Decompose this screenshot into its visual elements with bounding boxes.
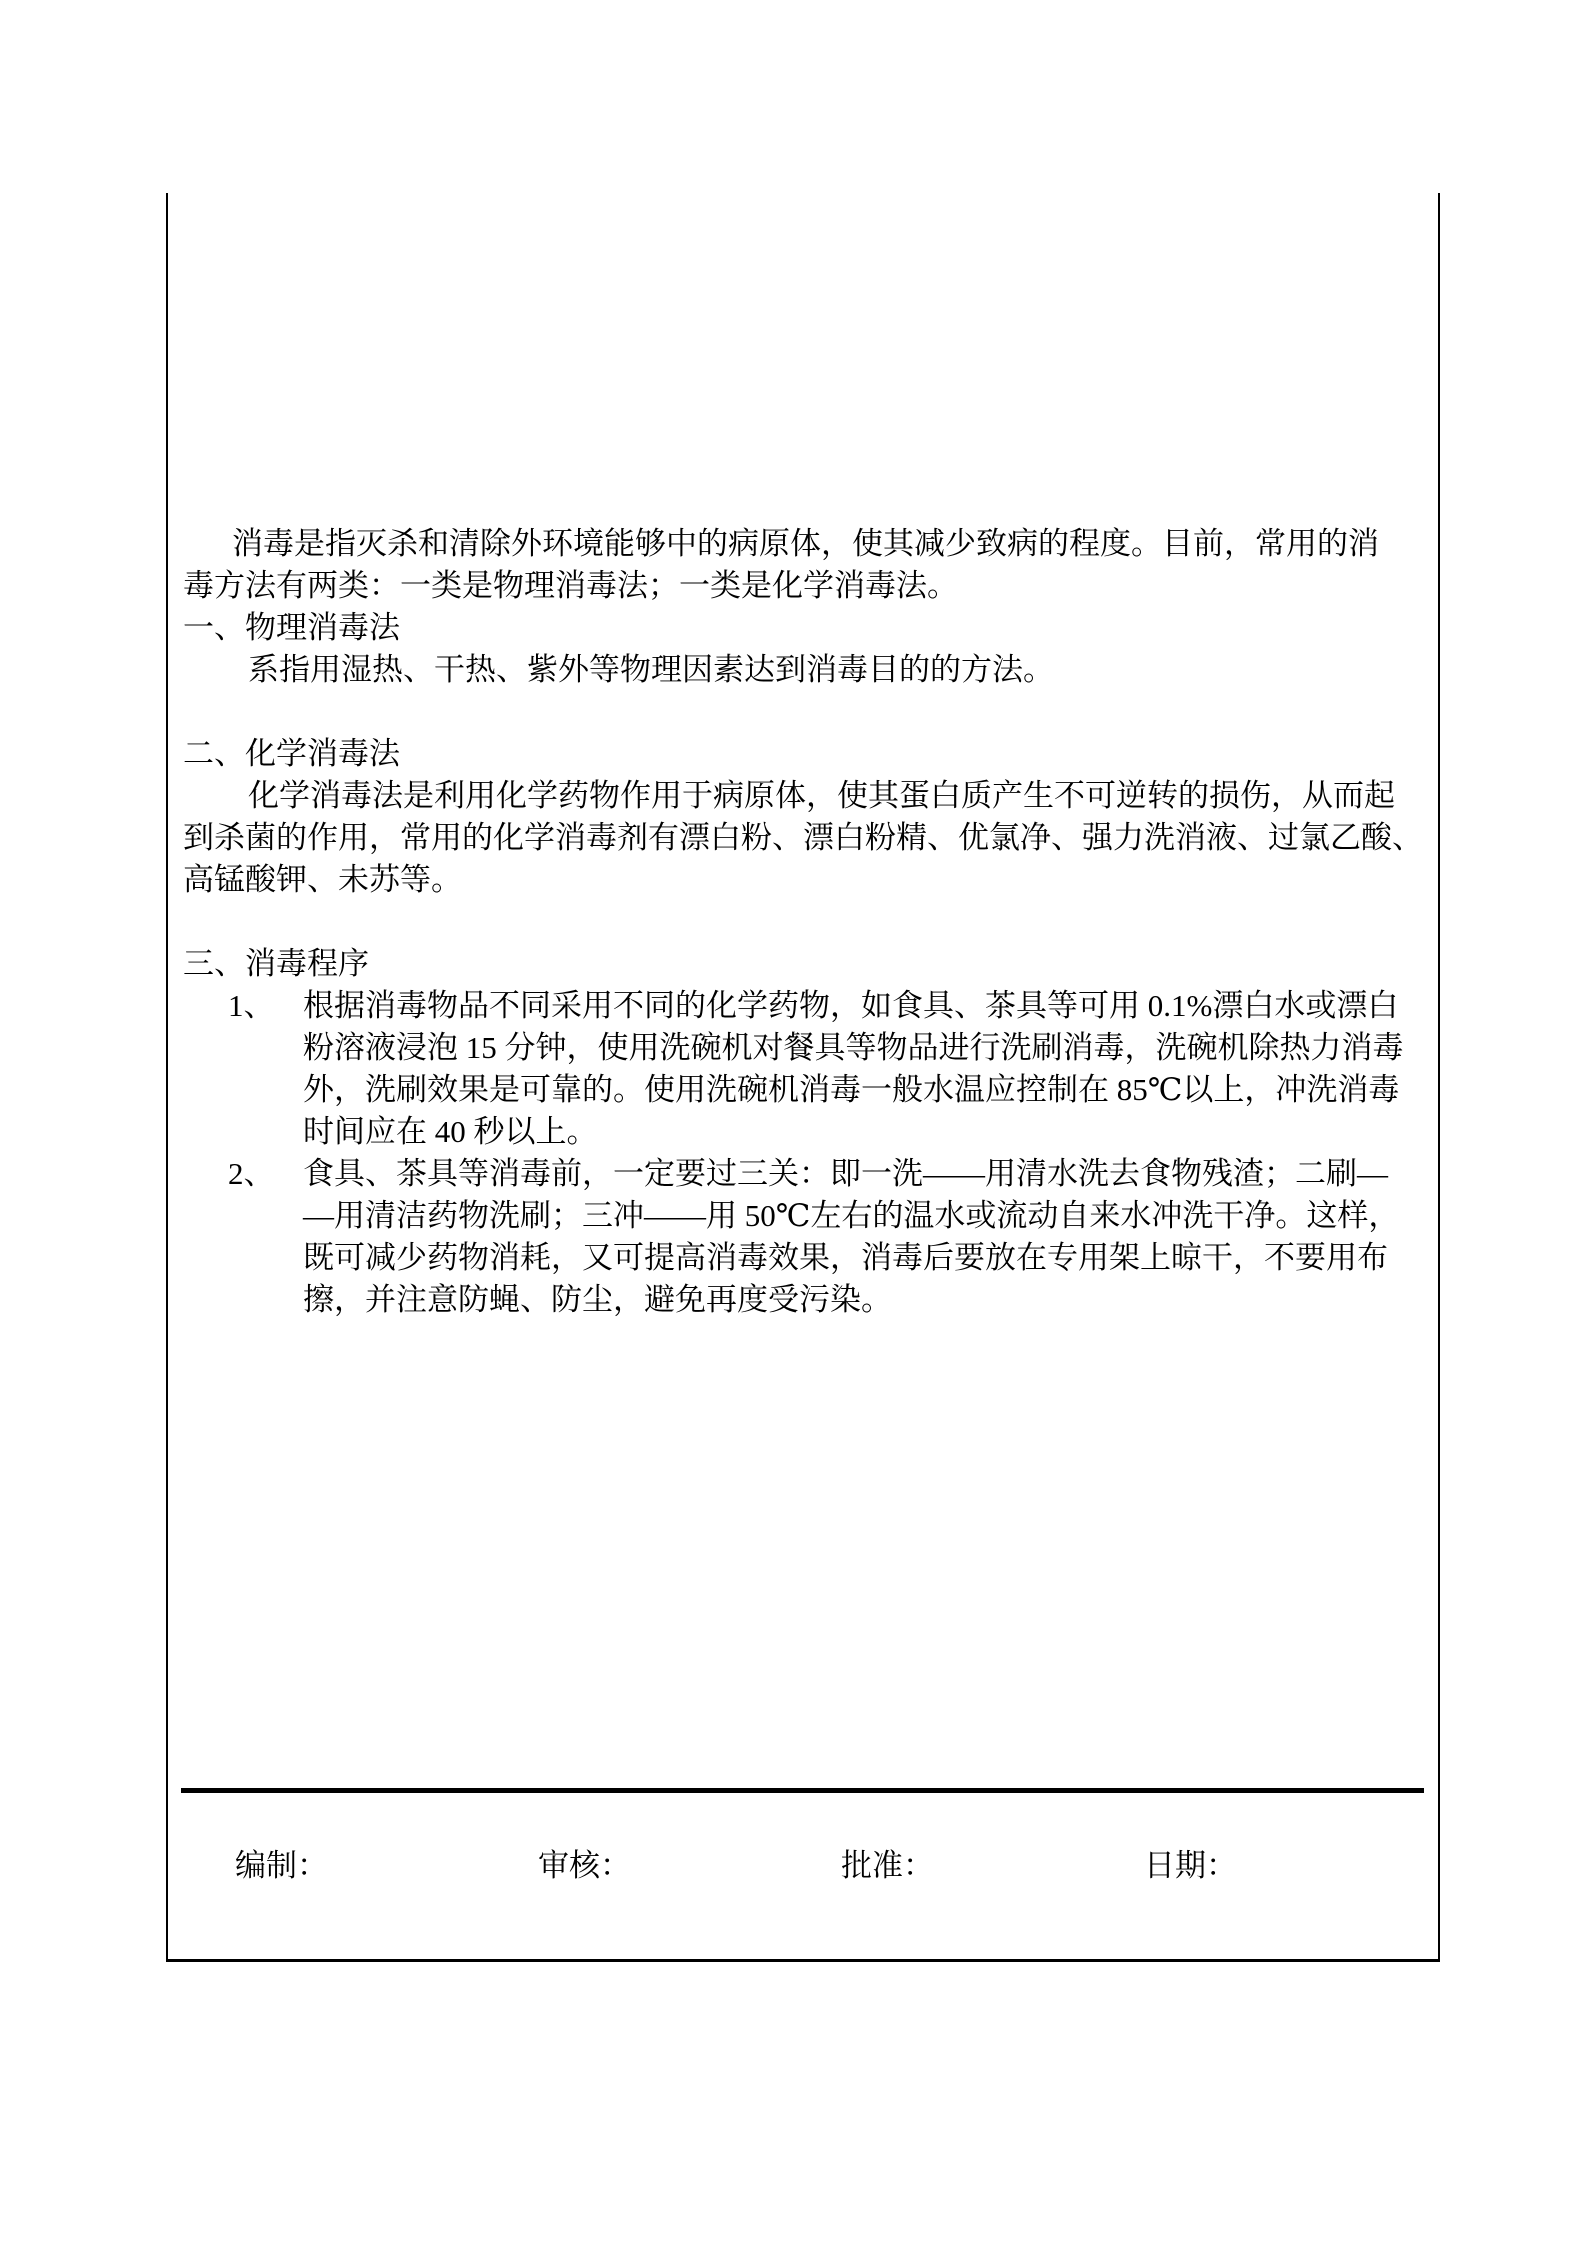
list-item-1-text: 根据消毒物品不同采用不同的化学药物，如食具、茶具等可用 0.1%漂白水或漂白 xyxy=(303,988,1399,1023)
footer-whitespace xyxy=(168,1793,1438,1845)
footer-label-prepared-by: 编制： xyxy=(235,1848,328,1883)
section1-line-1: 系指用湿热、干热、紫外等物理因素达到消毒目的的方法。 xyxy=(248,652,1054,687)
list-item-2-line-1 xyxy=(228,1153,1430,1195)
section2-line-1: 化学消毒法是利用化学药物作用于病原体，使其蛋白质产生不可逆转的损伤，从而起 xyxy=(248,778,1395,813)
list-item-2-line-4: 擦，并注意防蝇、防尘，避免再度受污染。 xyxy=(303,1282,892,1317)
intro-line-2: 毒方法有两类：一类是物理消毒法；一类是化学消毒法。 xyxy=(183,568,958,603)
list-item-2-line-2: —用清洁药物洗刷；三冲——用 50℃左右的温水或流动自来水冲洗干净。这样， xyxy=(303,1198,1400,1233)
section1-heading: 一、物理消毒法 xyxy=(183,610,400,645)
footer-label-reviewed-by: 审核： xyxy=(538,1848,631,1883)
list-item-1-line-4: 时间应在 40 秒以上。 xyxy=(303,1114,598,1149)
approval-footer xyxy=(168,1845,1438,1887)
top-whitespace xyxy=(183,193,1430,523)
footer-label-date: 日期： xyxy=(1144,1848,1237,1883)
section2-line-2: 到杀菌的作用，常用的化学消毒剂有漂白粉、漂白粉精、优氯净、强力洗消液、过氯乙酸、 xyxy=(183,820,1423,855)
blank-line xyxy=(183,901,1430,943)
list-item-1-number: 1、 xyxy=(228,988,275,1023)
section2-line-3: 高锰酸钾、未苏等。 xyxy=(183,862,462,897)
section3-heading: 三、消毒程序 xyxy=(183,946,369,981)
list-item-1-line-3: 外，洗刷效果是可靠的。使用洗碗机消毒一般水温应控制在 85℃以上，冲洗消毒 xyxy=(303,1072,1400,1107)
list-item-2-text: 食具、茶具等消毒前，一定要过三关：即一洗——用清水洗去食物残渣；二刷— xyxy=(303,1156,1388,1191)
footer-label-approved-by: 批准： xyxy=(841,1848,934,1883)
mid-whitespace xyxy=(183,1321,1430,1788)
list-item-1-line-2: 粉溶液浸泡 15 分钟，使用洗碗机对餐具等物品进行洗刷消毒，洗碗机除热力消毒 xyxy=(303,1030,1404,1065)
list-item-2-line-3: 既可减少药物消耗，又可提高消毒效果，消毒后要放在专用架上晾干，不要用布 xyxy=(303,1240,1388,1275)
section2-heading: 二、化学消毒法 xyxy=(183,736,400,771)
intro-line-1: 消毒是指灭杀和清除外环境能够中的病原体，使其减少致病的程度。目前，常用的消 xyxy=(232,526,1379,561)
list-item-2-number: 2、 xyxy=(228,1156,275,1191)
list-item-1-line-1 xyxy=(228,985,1430,1027)
blank-line xyxy=(183,691,1430,733)
document-cell xyxy=(166,193,1440,1962)
document-content xyxy=(168,193,1438,1788)
